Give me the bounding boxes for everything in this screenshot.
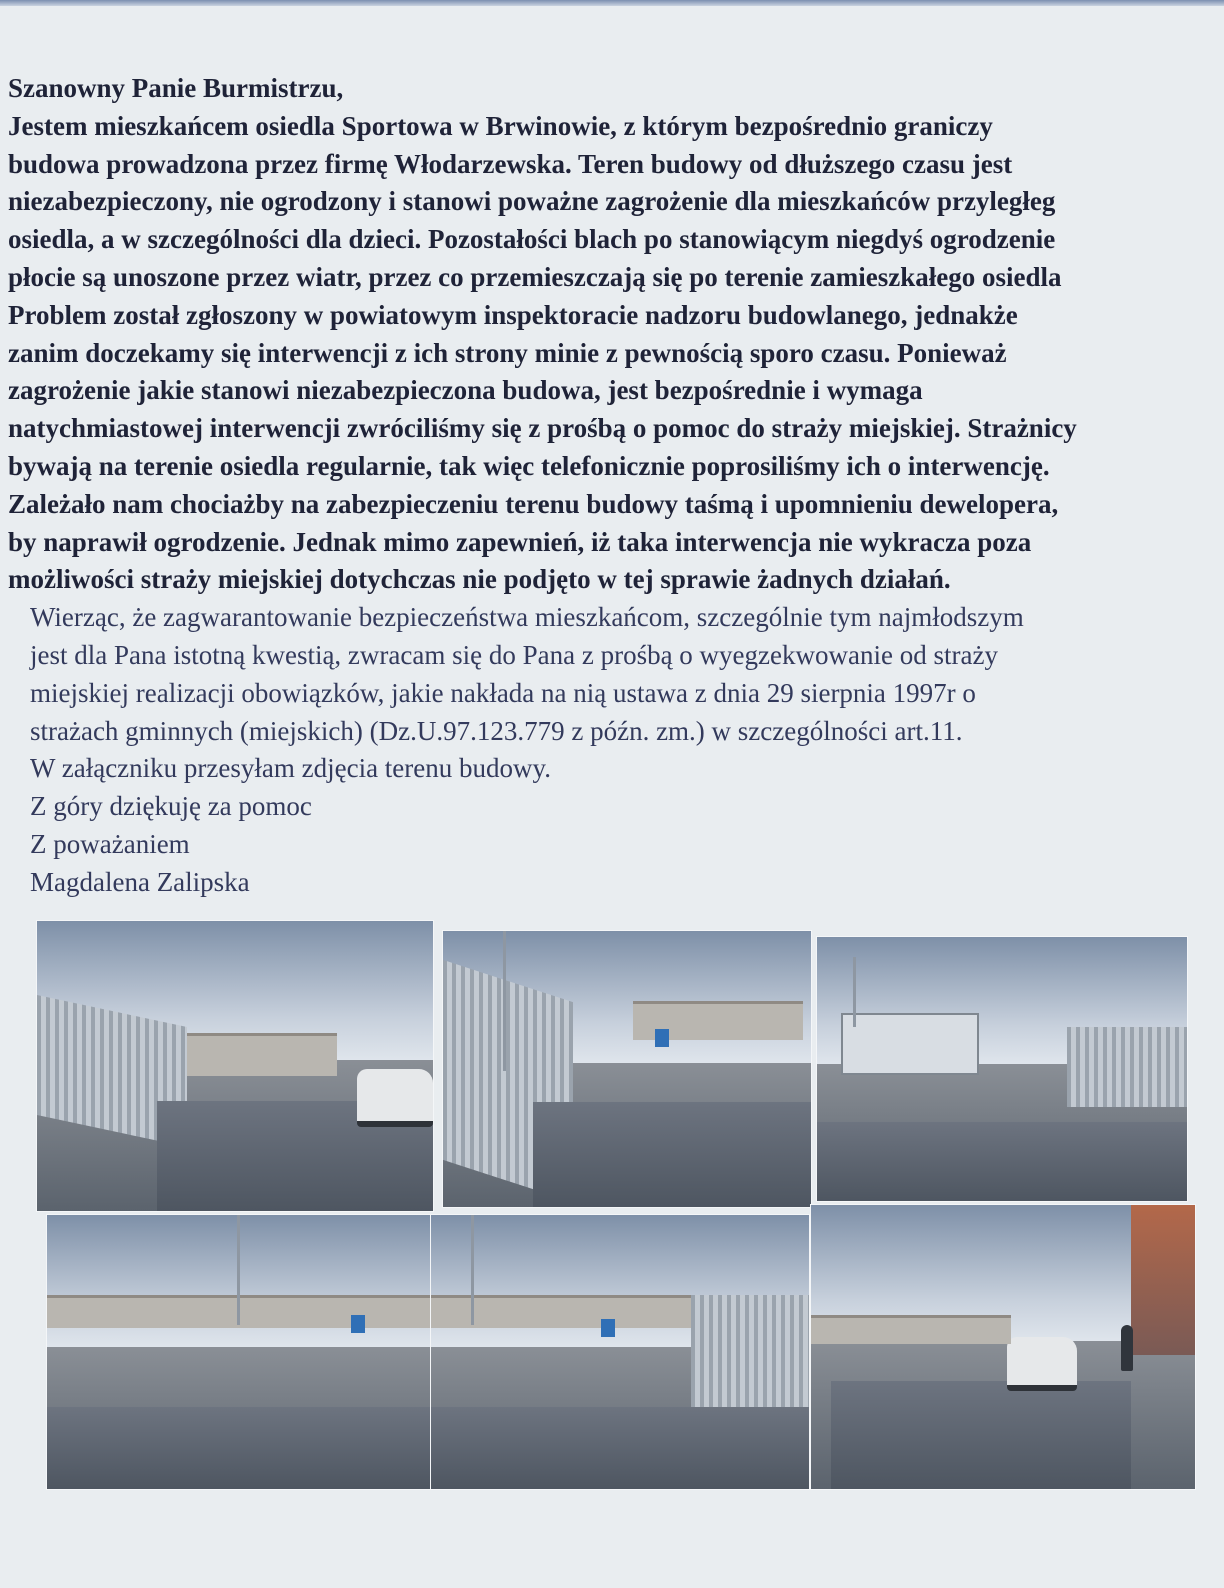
letter-line: natychmiastowej interwencji zwróciliśmy się z prośbą o pomoc do straży miejskiej. Strażnicy [8, 413, 1077, 444]
letter-line: płocie są unoszone przez wiatr, przez co przemieszczają się po terenie zamieszkałego osiedla [8, 261, 1062, 292]
letter-line: Zależało nam chociażby na zabezpieczeniu terenu budowy taśmą i upomnieniu dewelopera, [8, 488, 1059, 519]
letter-line: Jestem mieszkańcem osiedla Sportowa w Brwinowie, z którym bezpośrednio graniczy [8, 110, 993, 141]
letter-line: by naprawił ogrodzenie. Jednak mimo zapewnień, iż taka interwencja nie wykracza poza [8, 526, 1032, 557]
photo-empty-lot-bin[interactable] [46, 1214, 432, 1490]
letter-thanks: Z góry dziękuję za pomoc [30, 791, 312, 822]
letter-line: jest dla Pana istotną kwestią, zwracam się do Pana z prośbą o wyegzekwowanie od straży [30, 639, 998, 670]
photo-site-cabin[interactable] [816, 936, 1188, 1202]
letter-line: miejskiej realizacji obowiązków, jakie nakłada na nią ustawa z dnia 29 sierpnia 1997r o [30, 677, 976, 708]
photo-road-fence-car[interactable] [36, 920, 434, 1212]
letter-line: strażach gminnych (miejskich) (Dz.U.97.123.779 z późn. zm.) w szczególności art.11. [30, 715, 963, 746]
letter-salutation: Szanowny Panie Burmistrzu, [8, 73, 344, 103]
photo-collage [36, 920, 1196, 1490]
letter-closing: Z poważaniem [30, 828, 190, 859]
letter-text [8, 70, 1208, 902]
letter-line: możliwości straży miejskiej dotychczas nie podjęto w tej sprawie żadnych działań. [8, 564, 951, 595]
letter-line: niezabezpieczony, nie ogrodzony i stanowi poważne zagrożenie dla mieszkańców przyległeg [8, 186, 1056, 217]
letter-line: zagrożenie jakie stanowi niezabezpieczona budowa, jest bezpośrednie i wymaga [8, 375, 923, 406]
photo-fence-panel-bin[interactable] [430, 1214, 810, 1490]
letter-line: Wierząc, że zagwarantowanie bezpieczeństwa mieszkańcom, szczególnie tym najmłodszym [30, 602, 1024, 633]
letter-line: zanim doczekamy się interwencji z ich strony minie z pewnością sporo czasu. Ponieważ [8, 337, 1007, 368]
photo-street-car-pedestrian[interactable] [810, 1204, 1196, 1490]
letter-line: budowa prowadzona przez firmę Włodarzewska. Teren budowy od dłuższego czasu jest [8, 148, 1013, 179]
screen-top-edge [0, 0, 1224, 6]
letter-signature: Magdalena Zalipska [30, 866, 250, 897]
letter-line: osiedla, a w szczególności dla dzieci. Pozostałości blach po stanowiącym niegdyś ogrodzenie [8, 224, 1056, 255]
letter-attachment-note: W załączniku przesyłam zdjęcia terenu budowy. [30, 753, 552, 784]
letter-line: Problem został zgłoszony w powiatowym inspektoracie nadzoru budowlanego, jednakże [8, 299, 1018, 330]
letter-line: bywają na terenie osiedla regularnie, tak więc telefonicznie poprosiliśmy ich o interwencję. [8, 450, 1050, 481]
photo-fallen-fence-panels[interactable] [442, 930, 812, 1208]
